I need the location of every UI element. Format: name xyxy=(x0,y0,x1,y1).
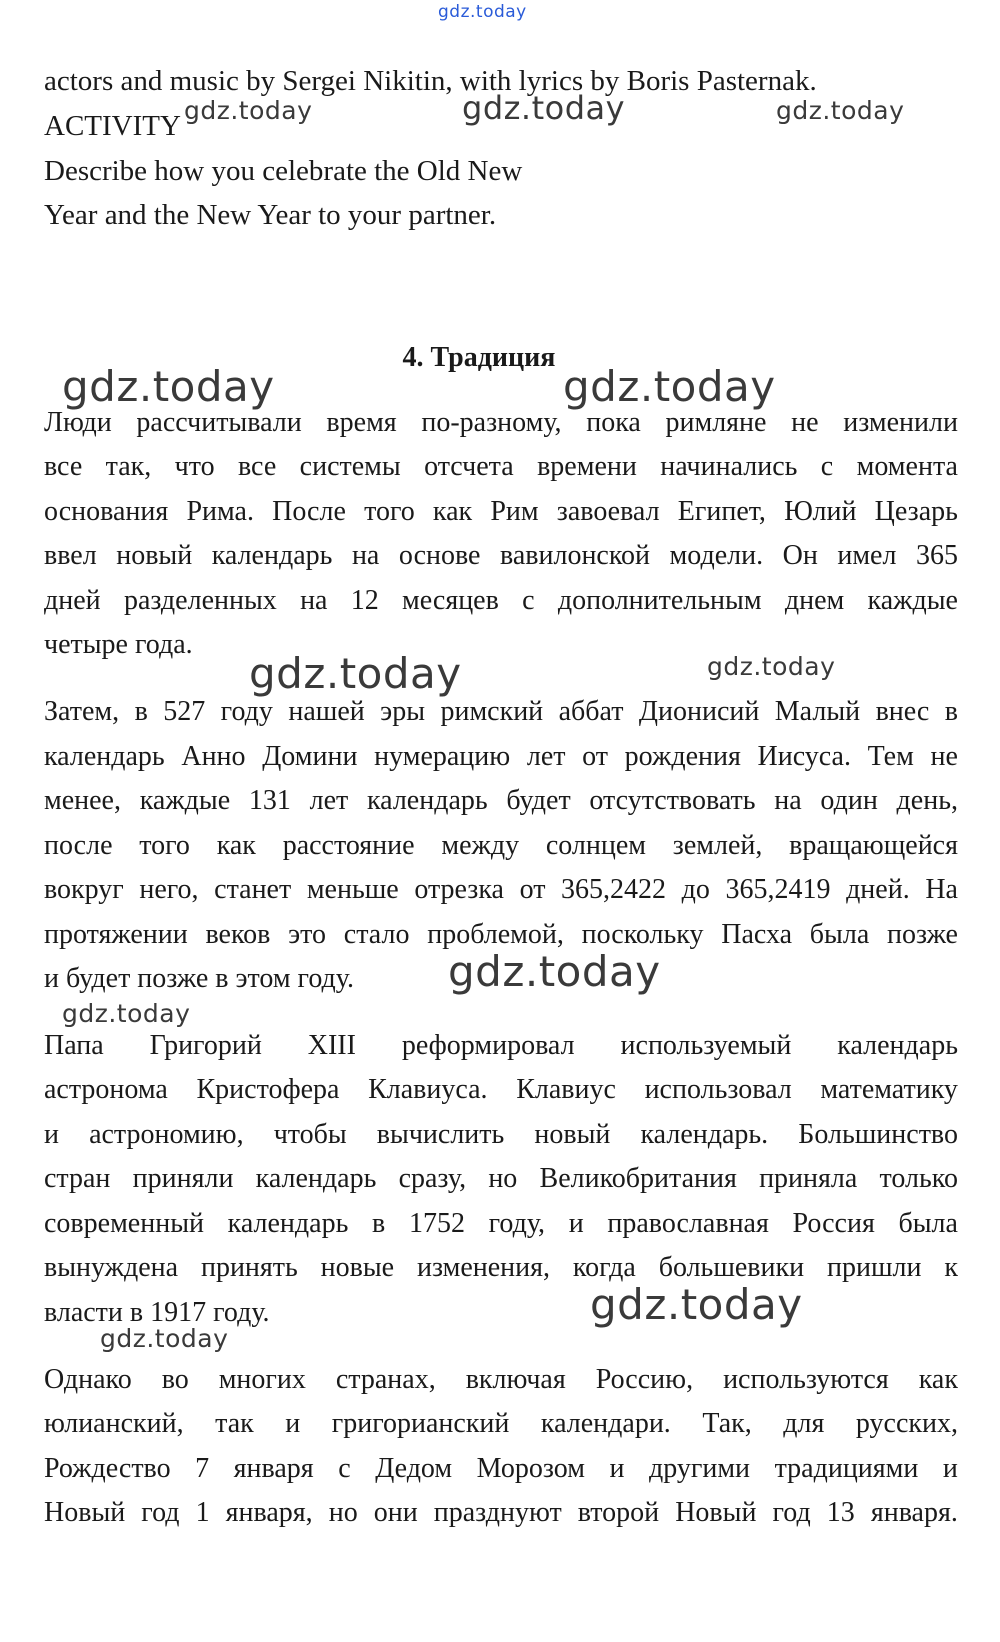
word: Египет, xyxy=(677,496,766,527)
word: дней. xyxy=(846,874,910,905)
word: они xyxy=(373,1497,418,1528)
watermark-top: gdz.today xyxy=(438,2,527,22)
word: Так, xyxy=(702,1408,752,1439)
word: от xyxy=(519,874,546,905)
word: Рим xyxy=(490,496,539,527)
word: пришли xyxy=(826,1252,922,1283)
word: юлианский, xyxy=(44,1408,184,1439)
word: Великобритания xyxy=(539,1163,737,1194)
word: 12 xyxy=(350,585,379,616)
word: Он xyxy=(782,540,818,571)
word: Юлий xyxy=(784,496,857,527)
word: и xyxy=(609,1453,625,1484)
word: днем xyxy=(784,585,845,616)
word: реформировал xyxy=(401,1030,575,1061)
word: традициями xyxy=(774,1453,919,1484)
text-line: и будет позже в этом году. xyxy=(44,963,354,994)
watermark: gdz.today xyxy=(448,947,661,996)
word: астронома xyxy=(44,1074,168,1105)
word: Россия xyxy=(792,1208,875,1239)
word: православная xyxy=(607,1208,769,1239)
word: Дионисий xyxy=(638,696,760,727)
word: календарь xyxy=(255,1163,377,1194)
watermark: gdz.today xyxy=(563,362,776,411)
intro-line: actors and music by Sergei Nikitin, with lyrics by Boris Pasternak. xyxy=(44,65,817,97)
word: 365,2419 xyxy=(725,874,831,905)
word: 7 xyxy=(195,1453,210,1484)
word: имел xyxy=(837,540,897,571)
word: календарь xyxy=(366,785,488,816)
word: Домини xyxy=(262,741,358,772)
word: только xyxy=(879,1163,958,1194)
word: новый xyxy=(534,1119,611,1150)
text-line xyxy=(44,453,958,481)
word: и xyxy=(44,1119,59,1150)
word: на xyxy=(774,785,802,816)
word: Папа xyxy=(44,1030,104,1061)
word: момента xyxy=(856,451,958,482)
text-line xyxy=(44,1121,958,1149)
text-line xyxy=(44,1076,958,1104)
word: с xyxy=(522,585,535,616)
word: принять xyxy=(200,1252,298,1283)
word: русских, xyxy=(855,1408,958,1439)
watermark: gdz.today xyxy=(62,999,191,1028)
word: от xyxy=(582,741,609,772)
word: Клавиуса. xyxy=(368,1074,488,1105)
text-line: четыре года. xyxy=(44,629,193,660)
word: это xyxy=(288,919,327,950)
word: календарь xyxy=(837,1030,958,1061)
word: так, xyxy=(105,451,152,482)
word: Кристофера xyxy=(196,1074,340,1105)
word: 131 xyxy=(248,785,291,816)
word: землей, xyxy=(672,830,763,861)
word: приняли xyxy=(132,1163,234,1194)
word: рождения xyxy=(624,741,741,772)
word: дней xyxy=(44,585,101,616)
word: завоевал xyxy=(556,496,660,527)
word: сразу, xyxy=(398,1163,467,1194)
word: вокруг xyxy=(44,874,124,905)
word: На xyxy=(925,874,958,905)
word: месяцев xyxy=(402,585,499,616)
word: когда xyxy=(572,1252,636,1283)
word: используемый xyxy=(620,1030,792,1061)
word: стало xyxy=(343,919,410,950)
section-title: 4. Традиция xyxy=(402,342,556,373)
text-line xyxy=(44,787,958,815)
word: в xyxy=(944,696,958,727)
text-line xyxy=(44,498,958,526)
word: использовал xyxy=(644,1074,792,1105)
watermark: gdz.today xyxy=(707,652,836,681)
word: Дедом xyxy=(375,1453,453,1484)
word: января xyxy=(233,1453,314,1484)
word: времени xyxy=(537,451,637,482)
word: 1752 xyxy=(408,1208,465,1239)
word: лет xyxy=(309,785,349,816)
word: поскольку xyxy=(581,919,704,950)
word: день, xyxy=(896,785,958,816)
word: стран xyxy=(44,1163,111,1194)
word: отсчета xyxy=(424,451,514,482)
word: включая xyxy=(465,1364,566,1395)
text-line xyxy=(44,876,958,904)
word: Люди xyxy=(44,407,112,438)
word: календарь xyxy=(44,741,165,772)
word: математику xyxy=(820,1074,958,1105)
word: XIII xyxy=(307,1030,356,1061)
word: календарь xyxy=(211,540,333,571)
word: празднуют xyxy=(433,1497,562,1528)
word: чтобы xyxy=(273,1119,347,1150)
word: веков xyxy=(205,919,271,950)
word: системы xyxy=(299,451,401,482)
word: дополнительным xyxy=(557,585,762,616)
word: большевики xyxy=(658,1252,805,1283)
text-line xyxy=(44,1165,958,1193)
word: по-разному, xyxy=(421,407,562,438)
word: вынуждена xyxy=(44,1252,179,1283)
word: нашей xyxy=(288,696,365,727)
word: эры xyxy=(380,696,426,727)
word: для xyxy=(783,1408,825,1439)
word: разделенных xyxy=(123,585,277,616)
watermark: gdz.today xyxy=(184,96,313,125)
word: и xyxy=(568,1208,584,1239)
word: один xyxy=(820,785,878,816)
word: того xyxy=(139,830,190,861)
word: до xyxy=(681,874,710,905)
word: году, xyxy=(488,1208,546,1239)
word: ввел xyxy=(44,540,97,571)
text-line xyxy=(44,743,958,771)
word: странах, xyxy=(335,1364,436,1395)
word: календарь. xyxy=(640,1119,769,1150)
word: модели. xyxy=(669,540,764,571)
word: внес xyxy=(875,696,930,727)
word: Григорий xyxy=(149,1030,262,1061)
word: как xyxy=(918,1364,958,1395)
word: Рима. xyxy=(186,496,254,527)
word: После xyxy=(272,496,346,527)
word: основания xyxy=(44,496,169,527)
activity-text-line: Describe how you celebrate the Old New xyxy=(44,155,523,187)
text-line xyxy=(44,698,958,726)
word: Затем, xyxy=(44,696,120,727)
word: каждые xyxy=(139,785,231,816)
word: после xyxy=(44,830,113,861)
watermark: gdz.today xyxy=(249,649,462,698)
word: на xyxy=(300,585,328,616)
word: менее, xyxy=(44,785,121,816)
word: него, xyxy=(139,874,199,905)
word: того xyxy=(364,496,415,527)
text-line xyxy=(44,1410,958,1438)
text-line xyxy=(44,1366,958,1394)
text-line xyxy=(44,1499,958,1527)
word: изменили xyxy=(843,407,958,438)
word: января, xyxy=(225,1497,313,1528)
word: была xyxy=(809,919,870,950)
word: Клавиус xyxy=(516,1074,616,1105)
text-line xyxy=(44,832,958,860)
text-line xyxy=(44,1032,958,1060)
word: и xyxy=(285,1408,301,1439)
text-line xyxy=(44,1455,958,1483)
word: к xyxy=(944,1252,958,1283)
word: с xyxy=(820,451,834,482)
word: будет xyxy=(506,785,571,816)
word: римский xyxy=(440,696,544,727)
word: начинались xyxy=(660,451,798,482)
word: лет xyxy=(526,741,566,772)
word: не xyxy=(791,407,819,438)
activity-text-line: Year and the New Year to your partner. xyxy=(44,199,497,231)
word: Морозом xyxy=(476,1453,585,1484)
word: новый xyxy=(116,540,193,571)
word: как xyxy=(216,830,256,861)
word: отрезка xyxy=(414,874,504,905)
word: в xyxy=(134,696,148,727)
word: как xyxy=(432,496,473,527)
word: отсутствовать xyxy=(589,785,756,816)
word: солнцем xyxy=(545,830,647,861)
word: проблемой, xyxy=(427,919,564,950)
text-line xyxy=(44,542,958,570)
word: 1 xyxy=(195,1497,210,1528)
word: не xyxy=(930,741,958,772)
word: используются xyxy=(723,1364,889,1395)
watermark: gdz.today xyxy=(100,1324,229,1353)
word: основе xyxy=(398,540,481,571)
word: но xyxy=(328,1497,358,1528)
word: пока xyxy=(586,407,641,438)
text-line xyxy=(44,1254,958,1282)
word: вращающейся xyxy=(789,830,958,861)
word: 527 xyxy=(163,696,206,727)
word: во xyxy=(161,1364,189,1395)
word: Новый xyxy=(44,1497,126,1528)
word: время xyxy=(326,407,397,438)
word: станет xyxy=(214,874,292,905)
word: 13 xyxy=(826,1497,855,1528)
word: в xyxy=(372,1208,386,1239)
word: Тем xyxy=(867,741,914,772)
word: календарь xyxy=(227,1208,349,1239)
text-line xyxy=(44,921,958,949)
word: Цезарь xyxy=(874,496,958,527)
word: и xyxy=(942,1453,958,1484)
word: но xyxy=(488,1163,518,1194)
text-line xyxy=(44,587,958,615)
word: на xyxy=(351,540,380,571)
word: Новый xyxy=(675,1497,757,1528)
word: между xyxy=(441,830,520,861)
word: году xyxy=(220,696,273,727)
word: Большинство xyxy=(798,1119,958,1150)
word: Малый xyxy=(774,696,861,727)
text-line xyxy=(44,1210,958,1238)
word: приняла xyxy=(759,1163,858,1194)
watermark: gdz.today xyxy=(590,1280,803,1329)
word: протяжении xyxy=(44,919,188,950)
word: рассчитывали xyxy=(136,407,302,438)
word: все xyxy=(238,451,277,482)
word: что xyxy=(174,451,215,482)
word: Пасха xyxy=(721,919,793,950)
word: расстояние xyxy=(282,830,415,861)
watermark: gdz.today xyxy=(62,362,275,411)
word: григорианский xyxy=(331,1408,510,1439)
word: многих xyxy=(218,1364,306,1395)
word: вавилонской xyxy=(499,540,651,571)
word: меньше xyxy=(306,874,399,905)
word: год xyxy=(772,1497,811,1528)
word: с xyxy=(338,1453,351,1484)
word: января. xyxy=(870,1497,958,1528)
word: другими xyxy=(648,1453,751,1484)
word: так xyxy=(215,1408,254,1439)
word: Анно xyxy=(181,741,246,772)
word: аббат xyxy=(558,696,624,727)
text-line: власти в 1917 году. xyxy=(44,1297,270,1328)
text-line xyxy=(44,409,958,437)
word: новые xyxy=(320,1252,395,1283)
activity-label: ACTIVITY xyxy=(44,110,181,142)
word: Однако xyxy=(44,1364,132,1395)
watermark: gdz.today xyxy=(462,89,626,127)
word: изменения, xyxy=(416,1252,551,1283)
word: Россию, xyxy=(595,1364,694,1395)
word: римляне xyxy=(665,407,767,438)
word: год xyxy=(141,1497,180,1528)
word: вычислить xyxy=(376,1119,505,1150)
word: календари. xyxy=(540,1408,671,1439)
word: астрономию, xyxy=(89,1119,244,1150)
word: 365 xyxy=(915,540,958,571)
word: нумерацию xyxy=(374,741,511,772)
word: 365,2422 xyxy=(561,874,667,905)
word: Иисуса. xyxy=(757,741,851,772)
word: все xyxy=(44,451,83,482)
word: позже xyxy=(887,919,958,950)
word: современный xyxy=(44,1208,204,1239)
word: каждые xyxy=(867,585,958,616)
word: Рождество xyxy=(44,1453,171,1484)
watermark: gdz.today xyxy=(776,96,905,125)
word: была xyxy=(898,1208,958,1239)
word: второй xyxy=(577,1497,660,1528)
